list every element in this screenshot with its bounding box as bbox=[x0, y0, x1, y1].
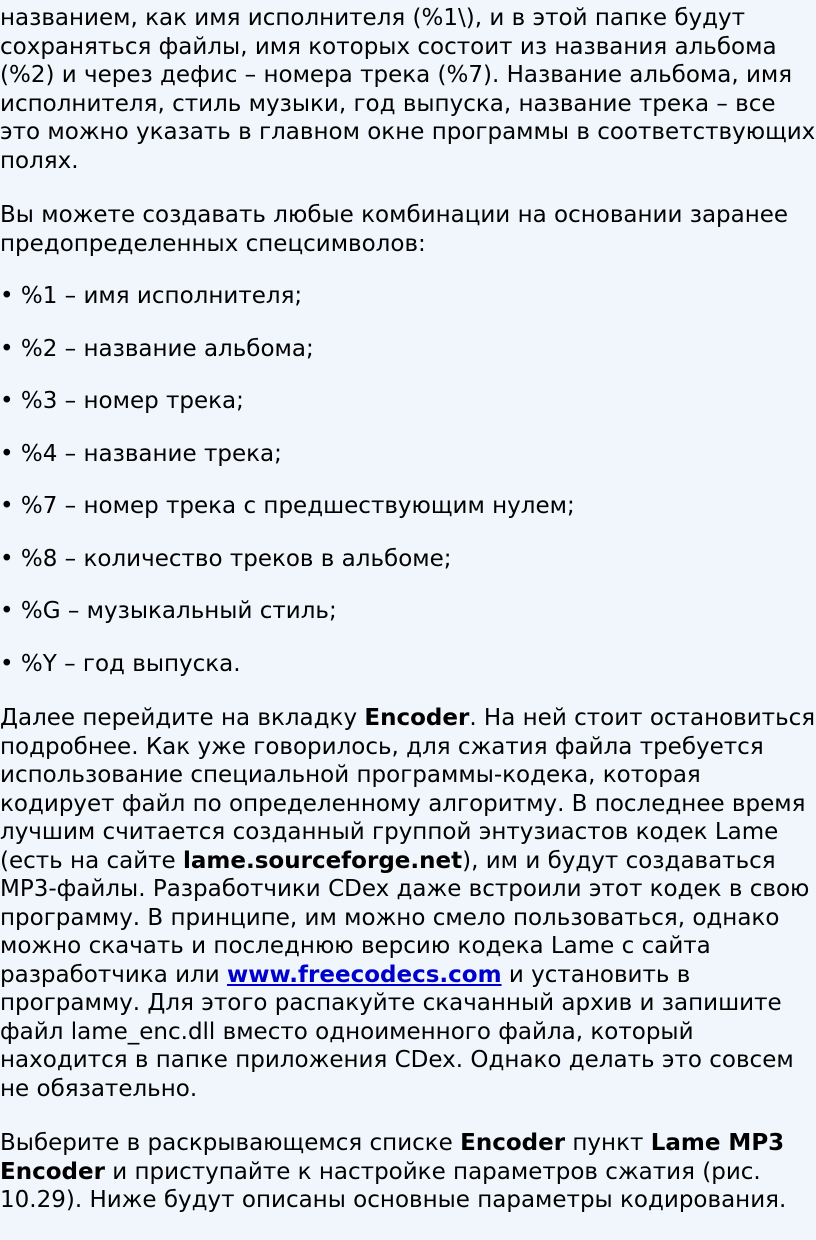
paragraph-encoder-tab bbox=[0, 704, 816, 1103]
list-item: • %Y – год выпуска. bbox=[0, 650, 241, 677]
bold-term-encoder: Encoder bbox=[460, 1130, 566, 1156]
text-span: Выберите в раскрывающемся списке bbox=[0, 1130, 461, 1156]
bold-term-lame-mp3-encoder: Lame MP3 Encoder bbox=[0, 1130, 785, 1185]
special-symbols-list bbox=[0, 282, 816, 678]
paragraph-naming-description: названием, как имя исполнителя (%1\), и в этой папке будут сохраняться файлы, имя которых состоит из названия альбома (%2) и через дефис – номера трека (%7). Название альбома, имя исполнителя, стиль музыки, год выпуска, название трека – все это можно указать в главном окне программы в соответствующих полях. bbox=[0, 5, 816, 174]
paragraph-select-encoder bbox=[0, 1129, 816, 1215]
text-span: и приступайте к настройке параметров сжатия (рис. 10.29). Ниже будут описаны основные параметры кодирования. bbox=[0, 1158, 787, 1213]
bold-site-lame: lame.sourceforge.net bbox=[183, 847, 463, 874]
paragraph-combinations-intro: Вы можете создавать любые комбинации на основании заранее предопределенных спецсимволов: bbox=[0, 202, 789, 257]
text-span: . На ней стоит остановиться подробнее. Как уже говорилось, для сжатия файла требуется использование специальной программы-кодека, которая кодирует файл по определенному алгоритму. В последнее время лучшим считается созданный группой энтузиастов кодек Lame (есть на сайте bbox=[0, 705, 816, 874]
freecodecs-link[interactable]: www.freecodecs.com bbox=[227, 961, 502, 988]
list-item: • %1 – имя исполнителя; bbox=[0, 283, 303, 309]
list-item: • %G – музыкальный стиль; bbox=[0, 598, 337, 624]
list-item: • %2 – название альбома; bbox=[0, 335, 314, 362]
list-item: • %4 – название трека; bbox=[0, 440, 282, 467]
list-item: • %3 – номер трека; bbox=[0, 388, 244, 414]
list-item: • %7 – номер трека с предшествующим нулем; bbox=[0, 493, 575, 519]
text-span: ), им и будут создаваться MP3-файлы. Разработчики CDex даже встроили этот кодек в свою программу. В принципе, им можно смело пользоваться, однако можно скачать и последнюю версию кодека Lame с сайта разработчика или bbox=[0, 847, 810, 988]
text-span: и установить в программу. Для этого распакуйте скачанный архив и запишите файл lame_enc.dll вместо одноименного файла, который находится в папке приложения CDex. Однако делать это совсем не обязательно. bbox=[0, 961, 794, 1102]
list-item: • %8 – количество треков в альбоме; bbox=[0, 545, 452, 572]
text-span: Далее перейдите на вкладку bbox=[0, 705, 365, 731]
text-span: пункт bbox=[565, 1130, 651, 1156]
bold-term-encoder: Encoder bbox=[364, 705, 470, 731]
